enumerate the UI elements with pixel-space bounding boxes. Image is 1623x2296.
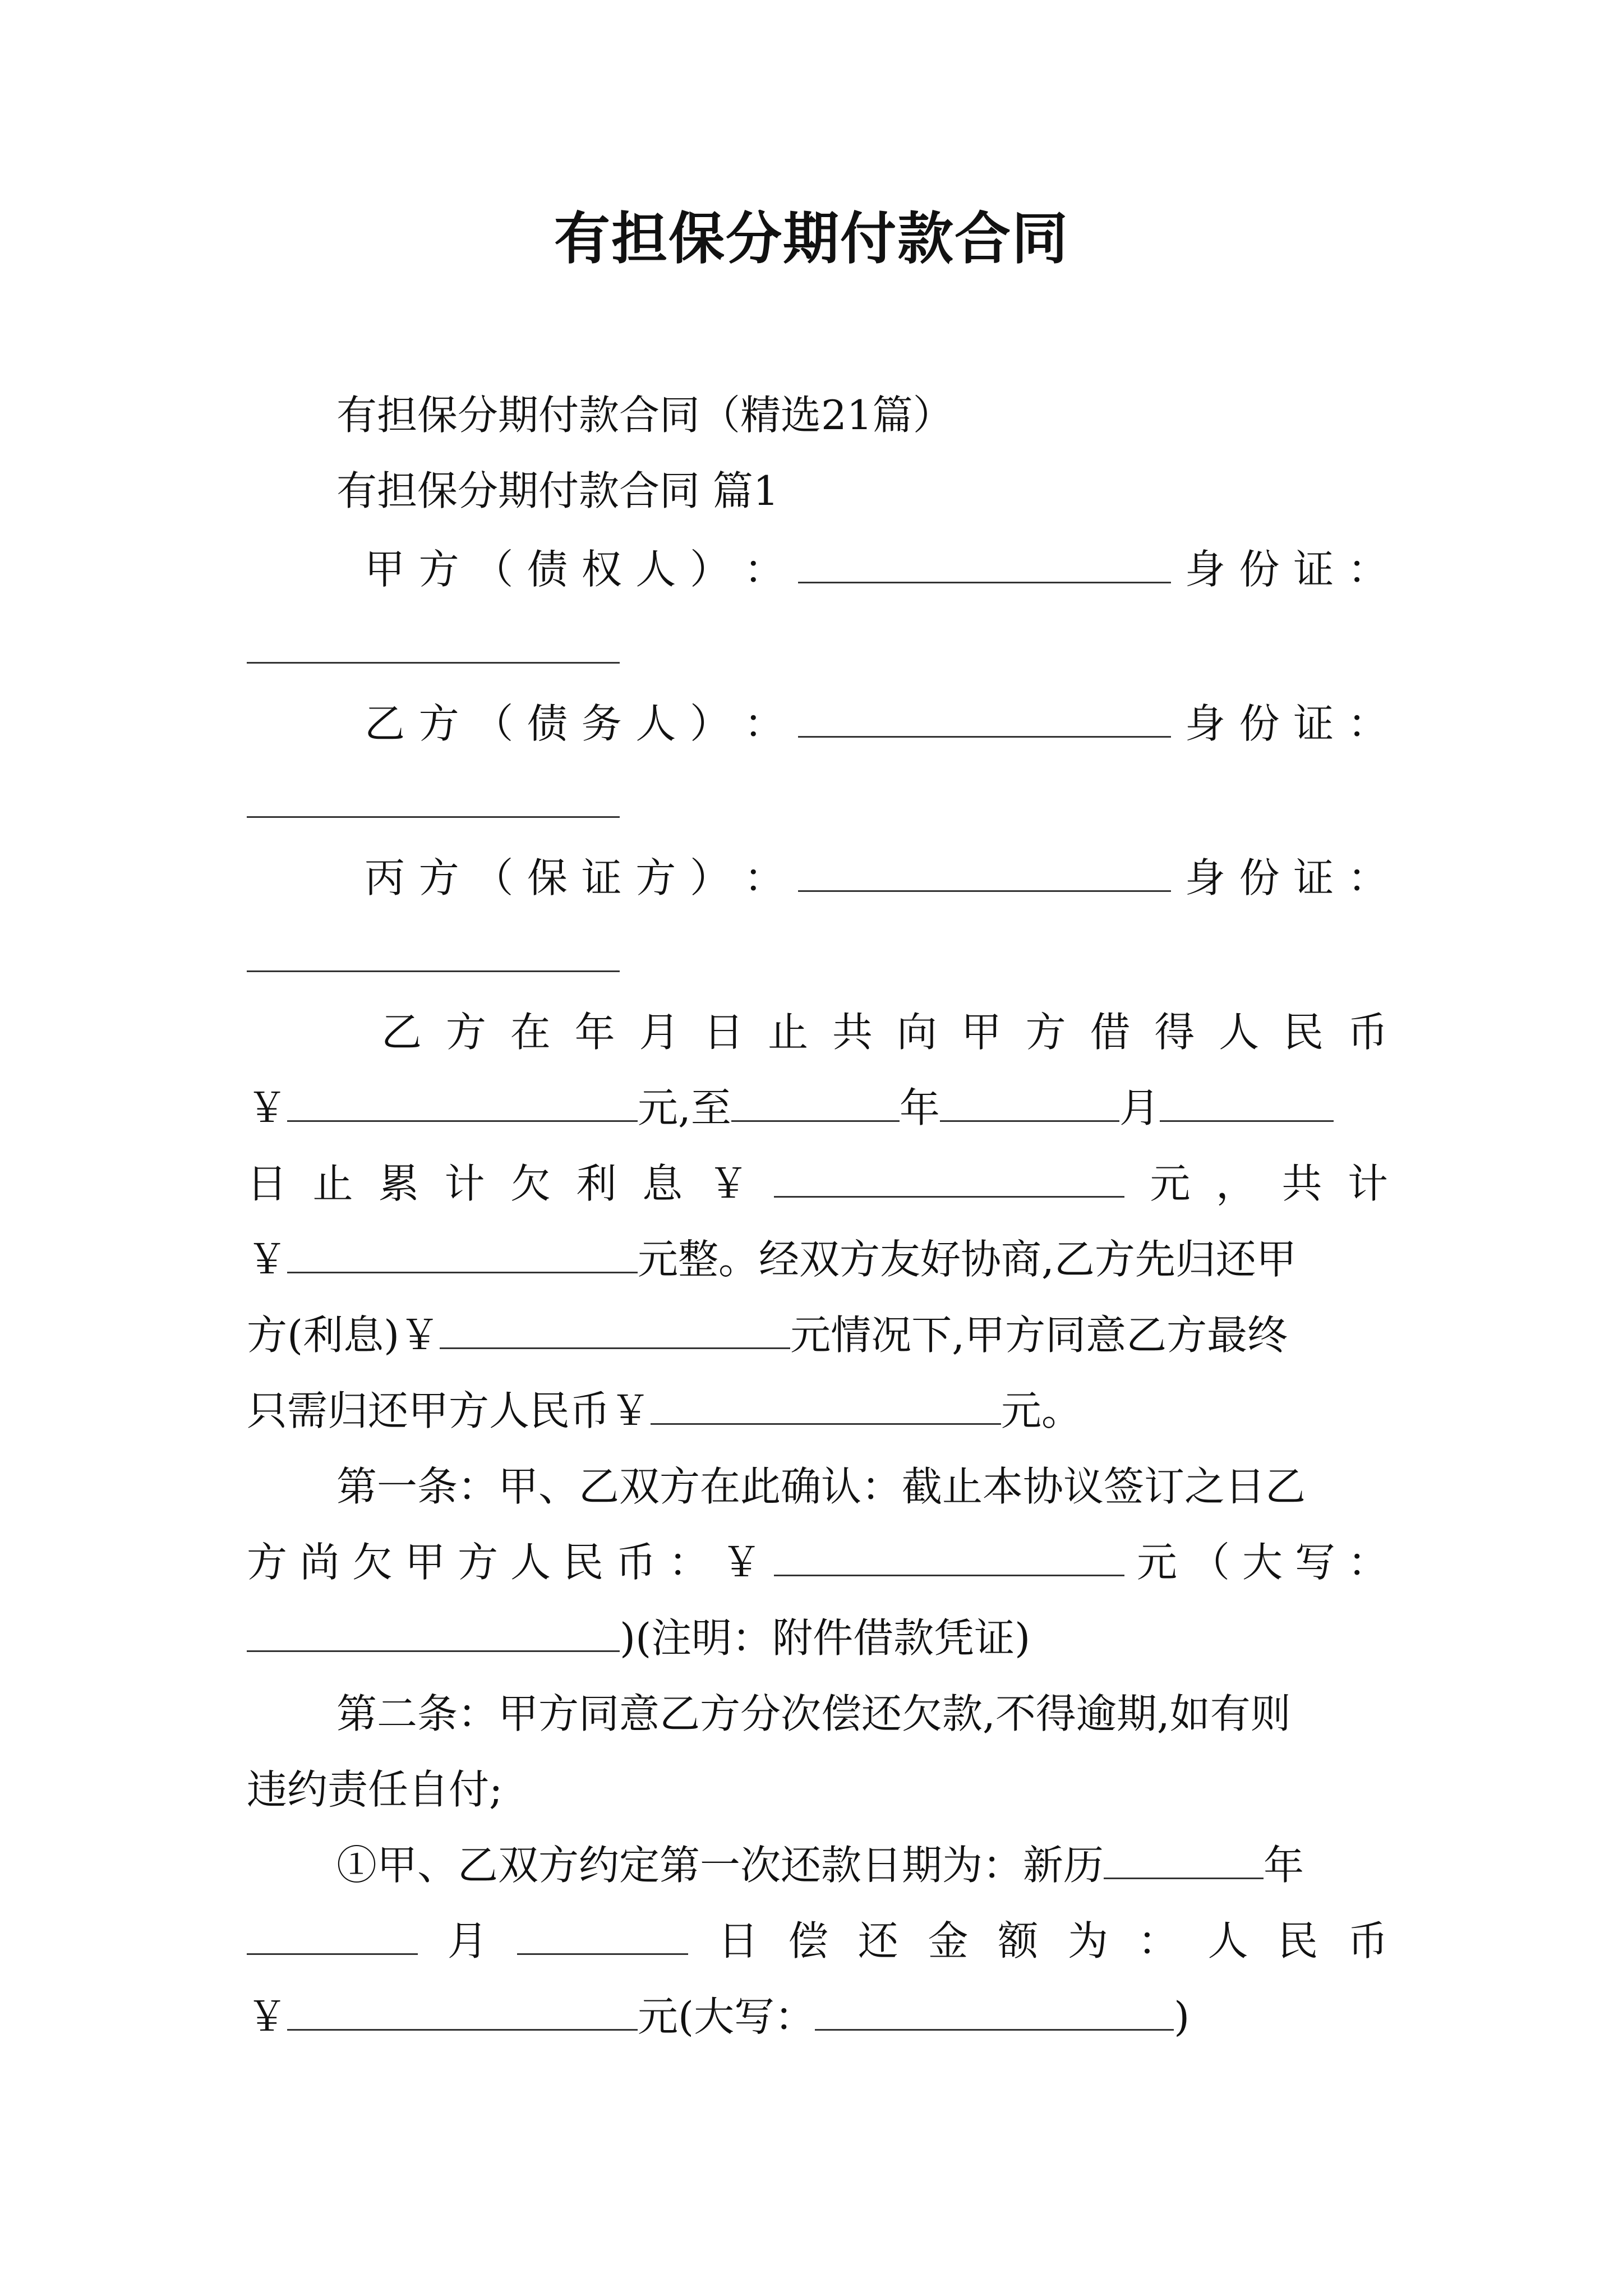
art1-char: （	[1189, 1539, 1230, 1586]
p1-text: 元情况下,甲方同意乙方最终	[790, 1312, 1288, 1359]
p1-line-3	[247, 1153, 1388, 1214]
art1-char: 写	[1294, 1539, 1335, 1586]
party-a-char: （	[473, 546, 514, 593]
art1-char: ：	[668, 1539, 709, 1586]
first-payment-year-blank[interactable]	[1104, 1836, 1264, 1879]
p1-line-1	[381, 1001, 1388, 1063]
art1-char: 元	[1136, 1539, 1177, 1586]
art1-char: 人	[510, 1539, 551, 1586]
art2-char: ：	[1137, 1917, 1178, 1964]
yen-sign: ￥	[247, 1084, 288, 1131]
p1-char: 乙	[381, 1009, 422, 1056]
p1-char: 日	[247, 1160, 288, 1207]
p1-text: 方(利息)￥	[247, 1312, 440, 1359]
p1-char: 方	[1025, 1009, 1066, 1056]
party-a-char: ：	[744, 546, 785, 593]
first-payment-day-blank[interactable]	[517, 1912, 688, 1955]
p1-char: 借	[1090, 1009, 1131, 1056]
art1-line-3	[247, 1607, 1030, 1669]
art1-char: 甲	[405, 1539, 446, 1586]
p1-char: 民	[1283, 1009, 1324, 1056]
party-c-id-char: ：	[1347, 854, 1388, 901]
art2-text: )	[1174, 1993, 1190, 2040]
party-b-char: 债	[527, 700, 568, 747]
art2-char: 偿	[787, 1917, 828, 1964]
first-payment-amount-blank[interactable]	[287, 1987, 638, 2031]
party-b-id-char: ：	[1347, 700, 1388, 747]
party-b-name-blank[interactable]	[798, 694, 1171, 738]
party-b-line	[365, 693, 1388, 754]
party-c-char: ：	[744, 854, 785, 901]
p1-char: 累	[379, 1160, 419, 1207]
p1-char: 利	[576, 1160, 617, 1207]
art1-char: 大	[1242, 1539, 1283, 1586]
p1-char: 向	[896, 1009, 937, 1056]
p1-text: 年	[899, 1084, 940, 1131]
art1-char: 币	[616, 1539, 657, 1586]
art1-char: ￥	[721, 1539, 762, 1586]
art1-line-2	[247, 1531, 1388, 1593]
party-c-id-char: 证	[1293, 854, 1334, 901]
art1-char: 方	[458, 1539, 499, 1586]
yen-sign: ￥	[247, 1993, 288, 2040]
p1-line-2	[247, 1077, 1334, 1139]
p1-char: 币	[1347, 1009, 1388, 1056]
party-a-id-char: 份	[1239, 546, 1280, 593]
art1-char: 方	[247, 1539, 288, 1586]
p1-char: 息	[642, 1160, 683, 1207]
p1-char: 人	[1219, 1009, 1260, 1056]
owed-amount-blank[interactable]	[774, 1533, 1124, 1576]
art1-char: 民	[563, 1539, 604, 1586]
party-a-char: 权	[581, 546, 622, 593]
first-payment-month-blank[interactable]	[247, 1912, 418, 1955]
art2-item1-line-3	[247, 1986, 1189, 2047]
party-b-char: 方	[418, 700, 459, 747]
p1-char: 甲	[961, 1009, 1002, 1056]
p1-text: 月	[1119, 1084, 1160, 1131]
party-a-name-blank[interactable]	[798, 540, 1171, 583]
p1-char: 止	[312, 1160, 353, 1207]
party-c-char: 丙	[365, 854, 405, 901]
party-c-id-char: 份	[1239, 854, 1280, 901]
party-b-id-char: 身	[1184, 700, 1225, 747]
p1-text: 元。	[1001, 1387, 1082, 1434]
party-b-char: 乙	[365, 700, 405, 747]
art2-char: 日	[718, 1917, 759, 1964]
art2-text: 元(大写：	[638, 1993, 815, 2040]
party-c-char: 方	[418, 854, 459, 901]
p1-char: ￥	[708, 1160, 749, 1207]
p1-line-6	[247, 1380, 1082, 1442]
party-b-char: （	[473, 700, 514, 747]
party-c-char: 证	[581, 854, 622, 901]
day-blank[interactable]	[1160, 1079, 1334, 1122]
p1-line-4	[247, 1228, 1297, 1290]
section-heading: 有担保分期付款合同 篇1	[336, 467, 779, 514]
art2-char: 人	[1207, 1917, 1248, 1964]
party-a-line	[365, 539, 1388, 600]
art2-text: 年	[1264, 1842, 1304, 1889]
subtitle: 有担保分期付款合同（精选21篇）	[336, 392, 953, 439]
party-b-char: 人	[635, 700, 676, 747]
party-c-char: ）	[689, 854, 730, 901]
p1-char: 方	[445, 1009, 486, 1056]
art2-char: 民	[1278, 1917, 1318, 1964]
party-a-id-char: ：	[1347, 546, 1388, 593]
interest-blank[interactable]	[774, 1154, 1124, 1198]
art1-line-1: 第一条：甲、乙双方在此确认：截止本协议签订之日乙	[336, 1463, 1306, 1510]
p1-char: 得	[1154, 1009, 1195, 1056]
art2-char: 额	[998, 1917, 1039, 1964]
party-c-char: 保	[527, 854, 568, 901]
art1-text: )(注明：附件借款凭证)	[620, 1614, 1031, 1662]
p1-char: 日	[703, 1009, 744, 1056]
party-a-id-char: 证	[1293, 546, 1334, 593]
party-b-char: ）	[689, 700, 730, 747]
art2-char: 币	[1347, 1917, 1388, 1964]
p1-char: 元	[1150, 1160, 1191, 1207]
p1-text: 元,至	[638, 1084, 731, 1131]
p1-text: 元整。经双方友好协商,乙方先归还甲	[638, 1236, 1297, 1283]
art2-char: 月	[447, 1917, 488, 1964]
p1-char: 年	[574, 1009, 615, 1056]
party-a-id-blank[interactable]	[247, 662, 620, 664]
p1-char: 计	[444, 1160, 485, 1207]
art2-char: 金	[928, 1917, 969, 1964]
party-b-id-blank[interactable]	[247, 816, 620, 818]
art1-char: 尚	[299, 1539, 340, 1586]
party-a-char: ）	[689, 546, 730, 593]
p1-char: 月	[639, 1009, 680, 1056]
art2-item1-line-1	[336, 1834, 1304, 1896]
party-c-char: 方	[635, 854, 676, 901]
month-blank[interactable]	[940, 1079, 1119, 1122]
party-c-id-char: 身	[1184, 854, 1225, 901]
p1-line-5	[247, 1304, 1288, 1366]
final-amount-blank[interactable]	[651, 1382, 1001, 1425]
p1-char: 欠	[510, 1160, 551, 1207]
p1-char: ，	[1215, 1160, 1256, 1207]
art1-char: 欠	[352, 1539, 393, 1586]
art2-char: 还	[857, 1917, 898, 1964]
party-a-char: 人	[635, 546, 676, 593]
p1-char: 共	[1281, 1160, 1322, 1207]
p1-char: 共	[832, 1009, 873, 1056]
party-c-char: （	[473, 854, 514, 901]
principal-blank[interactable]	[287, 1079, 638, 1122]
p1-char: 计	[1347, 1160, 1388, 1207]
party-b-id-char: 份	[1239, 700, 1280, 747]
art2-line-1: 第二条：甲方同意乙方分次偿还欠款,不得逾期,如有则	[336, 1690, 1291, 1737]
party-c-line	[365, 847, 1388, 909]
p1-char: 止	[768, 1009, 809, 1056]
party-a-char: 方	[418, 546, 459, 593]
party-b-id-char: 证	[1293, 700, 1334, 747]
party-a-char: 债	[527, 546, 568, 593]
p1-text: 只需归还甲方人民币￥	[247, 1387, 651, 1434]
art1-char: ：	[1347, 1539, 1388, 1586]
party-c-id-blank[interactable]	[247, 970, 620, 972]
art2-line-2: 违约责任自付;	[247, 1766, 503, 1813]
party-b-char: ：	[744, 700, 785, 747]
party-b-char: 务	[581, 700, 622, 747]
yen-sign: ￥	[247, 1236, 288, 1283]
first-payment-amount-words-blank[interactable]	[815, 1987, 1174, 2031]
party-a-id-char: 身	[1184, 546, 1225, 593]
owed-amount-words-blank[interactable]	[247, 1609, 620, 1652]
year-blank[interactable]	[731, 1079, 900, 1122]
p1-char: 在	[510, 1009, 551, 1056]
party-a-char: 甲	[365, 546, 405, 593]
art2-item1-line-2	[247, 1910, 1388, 1972]
total-blank[interactable]	[287, 1230, 638, 1273]
party-c-name-blank[interactable]	[798, 849, 1171, 892]
interest-paid-blank[interactable]	[440, 1306, 790, 1349]
art2-text: ①甲、乙双方约定第一次还款日期为：新历	[336, 1842, 1104, 1889]
document-title: 有担保分期付款合同	[554, 205, 1069, 272]
art2-char: 为	[1067, 1917, 1108, 1964]
